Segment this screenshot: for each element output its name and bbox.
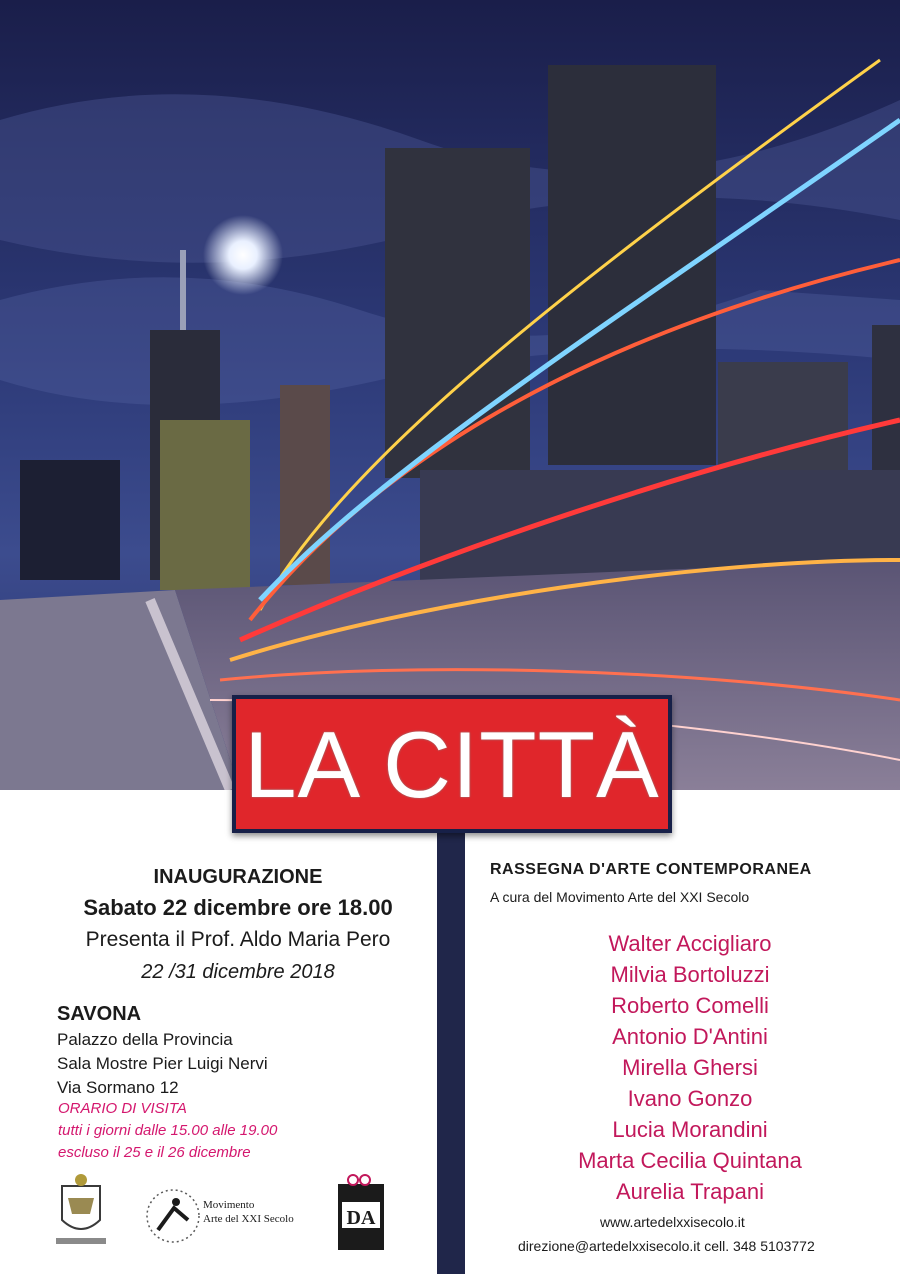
list-item: Mirella Ghersi bbox=[622, 1055, 758, 1080]
venue-address bbox=[57, 1028, 268, 1100]
venue-line: Palazzo della Provincia bbox=[57, 1030, 233, 1049]
website-link[interactable]: www.artedelxxisecolo.it bbox=[600, 1214, 745, 1230]
inauguration-date: Sabato 22 dicembre ore 18.00 bbox=[83, 895, 393, 920]
list-item: Walter Accigliaro bbox=[608, 931, 772, 956]
exhibition-block bbox=[490, 861, 880, 905]
exhibition-period: 22 /31 dicembre 2018 bbox=[141, 961, 335, 983]
exhibition-curator: A cura del Movimento Arte del XXI Secolo bbox=[490, 889, 750, 905]
presenter-line: Presenta il Prof. Aldo Maria Pero bbox=[85, 928, 391, 951]
visiting-hours bbox=[58, 1098, 277, 1164]
poster-title: LA CITTÀ bbox=[244, 712, 660, 817]
movimento-logo-line1: Movimento bbox=[203, 1199, 255, 1211]
venue-city: SAVONA bbox=[57, 1003, 142, 1025]
venue-line: Via Sormano 12 bbox=[57, 1078, 179, 1097]
provincia-crest-icon bbox=[56, 1174, 106, 1244]
list-item: Aurelia Trapani bbox=[616, 1179, 764, 1204]
exhibition-heading: RASSEGNA D'ARTE CONTEMPORANEA bbox=[490, 861, 812, 878]
da-logo-text: DA bbox=[346, 1207, 376, 1229]
da-logo-icon bbox=[338, 1175, 384, 1250]
list-item: Marta Cecilia Quintana bbox=[578, 1148, 802, 1173]
list-item: Roberto Comelli bbox=[611, 993, 769, 1018]
movimento-logo-line2: Arte del XXI Secolo bbox=[203, 1213, 294, 1225]
visiting-hours-label: ORARIO DI VISITA bbox=[58, 1100, 187, 1117]
inauguration-block bbox=[48, 864, 428, 986]
sponsor-logos bbox=[48, 1168, 408, 1258]
list-item: Antonio D'Antini bbox=[612, 1024, 768, 1049]
visiting-hours-closed: escluso il 25 e il 26 dicembre bbox=[58, 1144, 251, 1161]
visiting-hours-time: tutti i giorni dalle 15.00 alle 19.00 bbox=[58, 1122, 278, 1139]
inauguration-heading: INAUGURAZIONE bbox=[153, 866, 323, 888]
sign-post bbox=[437, 828, 465, 1274]
artist-list bbox=[490, 928, 890, 1207]
list-item: Lucia Morandini bbox=[612, 1117, 768, 1142]
list-item: Ivano Gonzo bbox=[627, 1086, 753, 1111]
movimento-logo-icon bbox=[147, 1190, 294, 1242]
venue-line: Sala Mostre Pier Luigi Nervi bbox=[57, 1054, 268, 1073]
contact-line[interactable]: direzione@artedelxxisecolo.it cell. 348 5103772 bbox=[518, 1238, 815, 1254]
title-sign bbox=[232, 695, 672, 833]
list-item: Milvia Bortoluzzi bbox=[610, 962, 770, 987]
